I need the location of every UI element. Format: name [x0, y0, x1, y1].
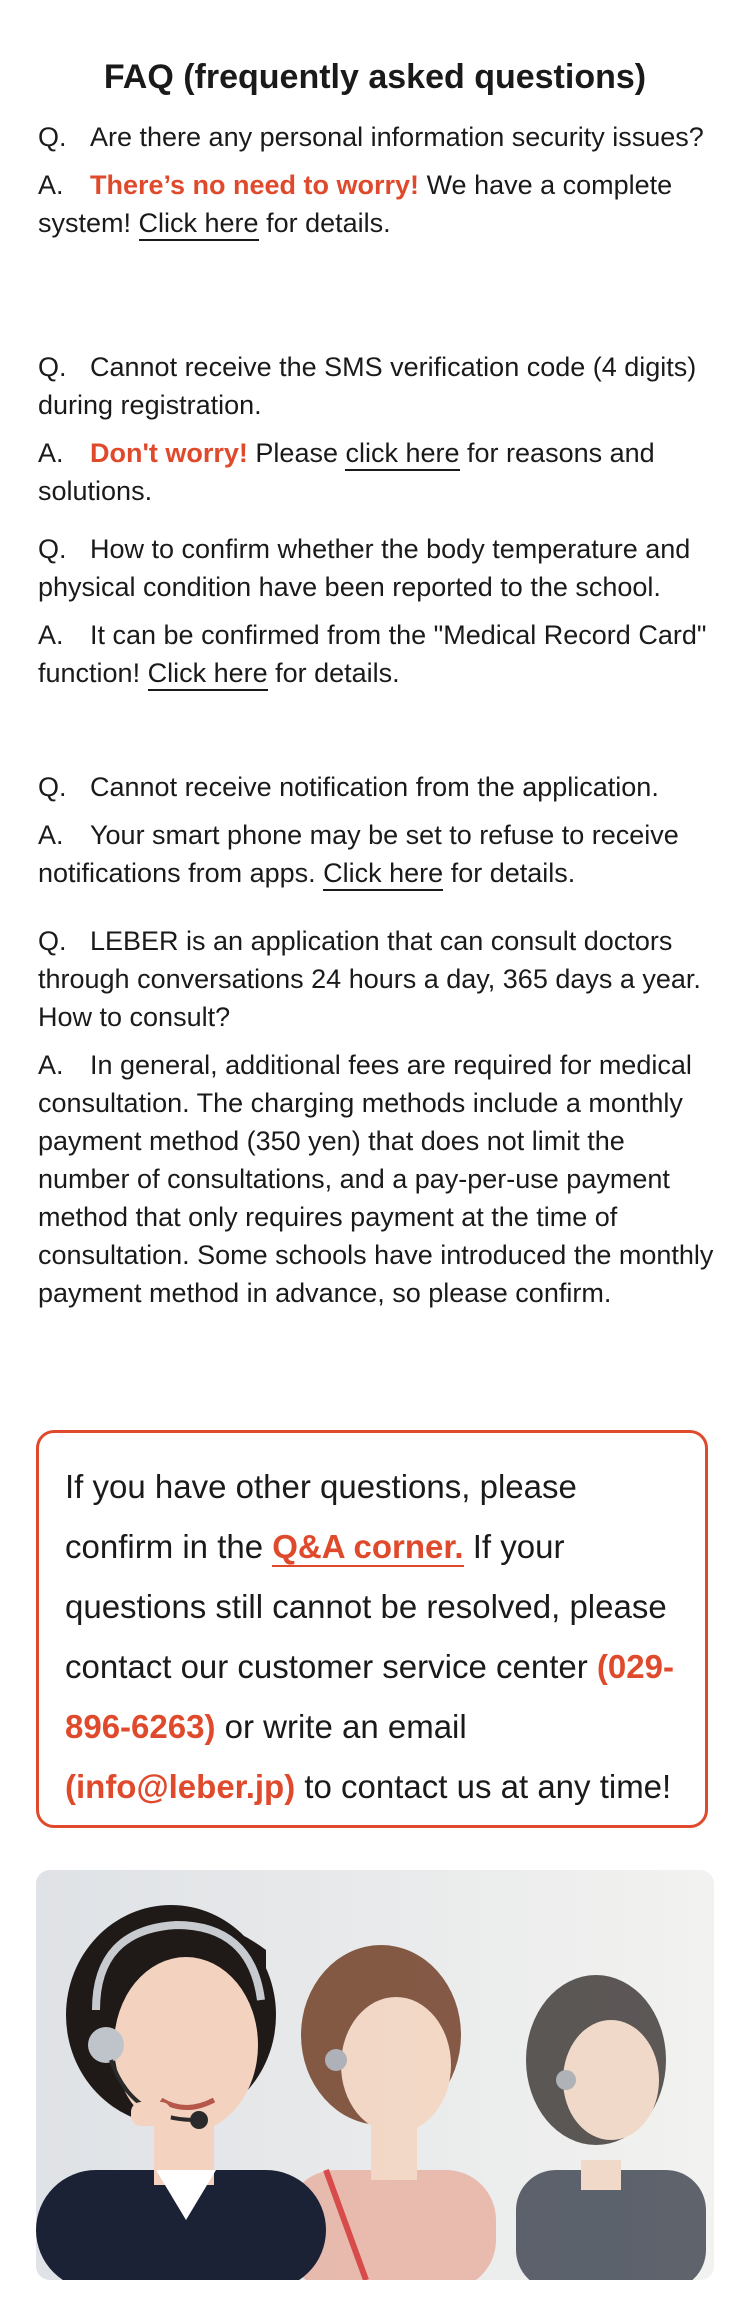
answer-text: We have a complete system!: [38, 170, 673, 238]
question-text: How to confirm whether the body temperature and physical condition have been reported to the school.: [38, 534, 691, 602]
answer-text: for reasons and solutions.: [38, 438, 655, 506]
faq-item: [38, 922, 718, 1312]
faq-answer: [38, 434, 718, 510]
a-mark: A.: [38, 170, 64, 200]
q-mark: Q.: [38, 772, 67, 802]
page-title: FAQ (frequently asked questions): [103, 58, 647, 96]
contact-box: [36, 1430, 708, 1828]
a-mark: A.: [38, 620, 64, 650]
a-mark: A.: [38, 1050, 64, 1080]
a-mark: A.: [38, 438, 64, 468]
call-center-photo: [36, 1870, 714, 2280]
call-center-illustration: [36, 1870, 714, 2280]
q-mark: Q.: [38, 534, 67, 564]
faq-question: [38, 118, 718, 156]
question-text: Are there any personal information security issues?: [90, 122, 704, 152]
faq-answer: [38, 816, 718, 892]
faq-question: [38, 348, 718, 424]
answer-text: for details.: [258, 208, 391, 238]
faq-item: [38, 118, 718, 242]
details-link[interactable]: Click here: [323, 858, 443, 891]
q-mark: Q.: [38, 122, 67, 152]
qa-corner-link[interactable]: Q&A corner.: [272, 1528, 464, 1565]
question-text: LEBER is an application that can consult doctors through conversations 24 hours a day, 365 days a year. How to consult?: [38, 926, 701, 1032]
q-mark: Q.: [38, 926, 67, 956]
contact-text-part: to contact us at any time!: [295, 1768, 672, 1805]
a-mark: A.: [38, 820, 64, 850]
faq-item: [38, 530, 718, 692]
answer-highlight: Don't worry!: [90, 438, 248, 468]
faq-answer: [38, 1046, 718, 1312]
faq-question: [38, 768, 718, 806]
faq-item: [38, 768, 718, 892]
question-text: Cannot receive the SMS verification code (4 digits) during registration.: [38, 352, 697, 420]
faq-item: [38, 348, 718, 510]
answer-text: for details.: [267, 658, 400, 688]
faq-question: [38, 530, 718, 606]
details-link[interactable]: Click here: [139, 208, 259, 241]
answer-text: Your smart phone may be set to refuse to receive notifications from apps.: [38, 820, 679, 888]
contact-text-part: If you have other questions, please confirm in the: [65, 1468, 577, 1565]
email-address[interactable]: (info@leber.jp): [65, 1768, 296, 1805]
answer-text: In general, additional fees are required for medical consultation. The charging methods include a monthly payment method (350 yen) that does not limit the number of consultations, and a pay-per-use payment method that only requires payment at the time of consultation. Some schools have introduced the monthly payment method in advance, so please confirm.: [38, 1050, 714, 1308]
phone-number[interactable]: (029-896-6263): [65, 1648, 674, 1745]
faq-question: [38, 922, 718, 1036]
contact-text-part: If your questions still cannot be resolved, please contact our customer service center: [65, 1528, 667, 1685]
answer-highlight: There’s no need to worry!: [90, 170, 420, 200]
answer-text: Please: [247, 438, 346, 468]
details-link[interactable]: Click here: [148, 658, 268, 691]
details-link[interactable]: click here: [345, 438, 459, 471]
answer-text: for details.: [443, 858, 576, 888]
q-mark: Q.: [38, 352, 67, 382]
contact-text: [65, 1457, 681, 1817]
question-text: Cannot receive notification from the application.: [90, 772, 659, 802]
faq-answer: [38, 616, 718, 692]
faq-answer: [38, 166, 718, 242]
contact-text-part: or write an email: [215, 1708, 467, 1745]
answer-text: It can be confirmed from the "Medical Record Card" function!: [38, 620, 707, 688]
